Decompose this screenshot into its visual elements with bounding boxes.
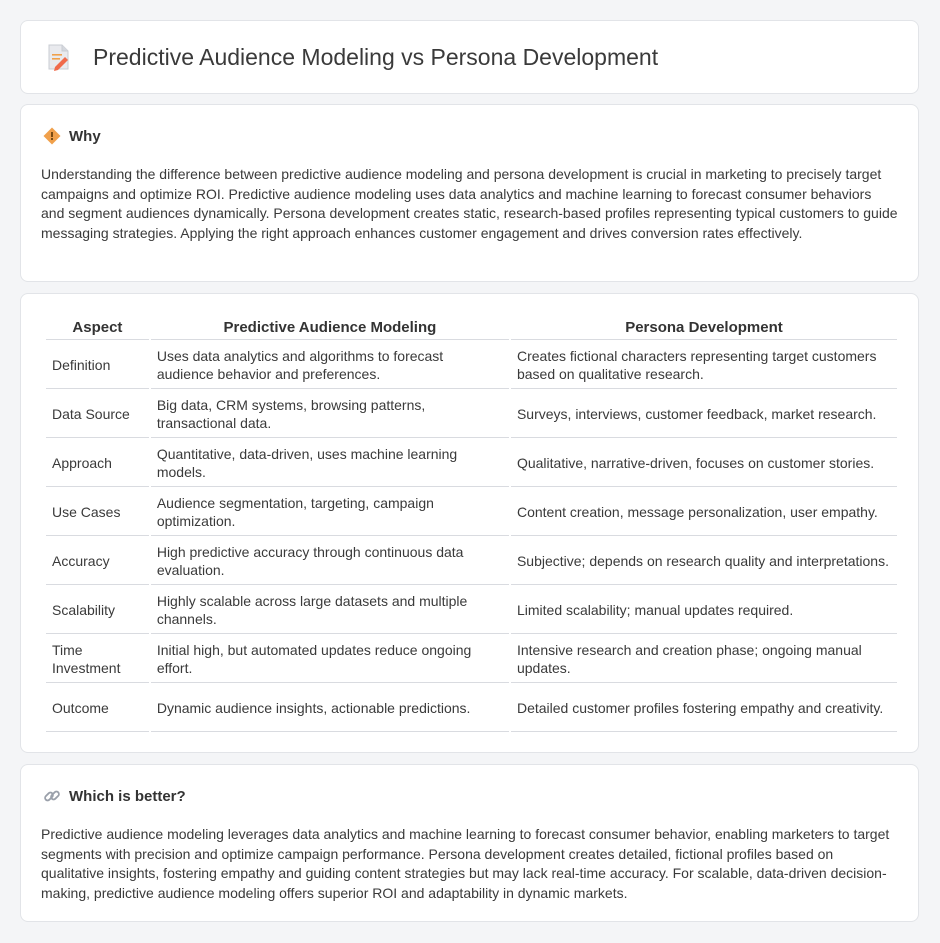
predictive-cell: Initial high, but automated updates reduce ongoing effort. bbox=[151, 636, 509, 683]
diamond-sign-icon bbox=[43, 127, 61, 145]
persona-cell: Content creation, message personalization, user empathy. bbox=[511, 489, 897, 536]
predictive-cell: Big data, CRM systems, browsing patterns, transactional data. bbox=[151, 391, 509, 438]
persona-cell: Intensive research and creation phase; ongoing manual updates. bbox=[511, 636, 897, 683]
title-row bbox=[47, 43, 658, 71]
document-pencil-icon bbox=[47, 43, 71, 71]
link-icon bbox=[43, 787, 61, 805]
header-aspect: Aspect bbox=[46, 318, 149, 340]
aspect-cell: Accuracy bbox=[46, 538, 149, 585]
predictive-cell: Audience segmentation, targeting, campaign optimization. bbox=[151, 489, 509, 536]
aspect-cell: Data Source bbox=[46, 391, 149, 438]
table-header-row bbox=[46, 318, 897, 340]
header-predictive: Predictive Audience Modeling bbox=[151, 318, 509, 340]
aspect-cell: Outcome bbox=[46, 685, 149, 732]
persona-cell: Surveys, interviews, customer feedback, market research. bbox=[511, 391, 897, 438]
why-header bbox=[43, 127, 101, 145]
page-title: Predictive Audience Modeling vs Persona Development bbox=[93, 43, 659, 70]
table-row bbox=[46, 685, 897, 732]
comparison-table bbox=[44, 316, 899, 734]
persona-cell: Subjective; depends on research quality and interpretations. bbox=[511, 538, 897, 585]
better-body: Predictive audience modeling leverages data analytics and machine learning to forecast consumer behavior, enabling marketers to target segments with precision and optimize campaign performance. Persona development creates detailed, fictional profiles based on qualitative insights, fostering empathy and guiding content strategies but may lack real-time accuracy. For scalable, data-driven decision-making, predictive audience modeling offers superior ROI and adaptability in dynamic markets. bbox=[41, 826, 890, 901]
why-title: Why bbox=[69, 127, 101, 145]
table-row bbox=[46, 440, 897, 487]
which-is-better-section bbox=[20, 764, 919, 922]
why-section bbox=[20, 104, 919, 282]
predictive-cell: High predictive accuracy through continuous data evaluation. bbox=[151, 538, 509, 585]
table-row bbox=[46, 489, 897, 536]
predictive-cell: Quantitative, data-driven, uses machine learning models. bbox=[151, 440, 509, 487]
persona-cell: Creates fictional characters representing target customers based on qualitative research. bbox=[511, 342, 897, 389]
table-row bbox=[46, 538, 897, 585]
aspect-cell: Definition bbox=[46, 342, 149, 389]
persona-cell: Detailed customer profiles fostering empathy and creativity. bbox=[511, 685, 897, 732]
header-persona: Persona Development bbox=[511, 318, 897, 340]
persona-cell: Qualitative, narrative-driven, focuses on customer stories. bbox=[511, 440, 897, 487]
better-title: Which is better? bbox=[69, 787, 186, 805]
aspect-cell: Scalability bbox=[46, 587, 149, 634]
predictive-cell: Uses data analytics and algorithms to forecast audience behavior and preferences. bbox=[151, 342, 509, 389]
table-row bbox=[46, 636, 897, 683]
table-row bbox=[46, 391, 897, 438]
predictive-cell: Highly scalable across large datasets and multiple channels. bbox=[151, 587, 509, 634]
table-row bbox=[46, 587, 897, 634]
table-row bbox=[46, 342, 897, 389]
aspect-cell: Approach bbox=[46, 440, 149, 487]
why-body: Understanding the difference between predictive audience modeling and persona development is crucial in marketing to precisely target campaigns and optimize ROI. Predictive audience modeling uses data analytics and machine learning to forecast consumer behaviors and segment audiences dynamically. Persona development creates static, research-based profiles representing typical customers to guide messaging strategies. Applying the right approach enhances customer engagement and drives conversion rates effectively. bbox=[41, 166, 898, 241]
comparison-card bbox=[20, 293, 919, 753]
aspect-cell: Time Investment bbox=[46, 636, 149, 683]
better-header bbox=[43, 787, 186, 805]
title-card bbox=[20, 20, 919, 94]
predictive-cell: Dynamic audience insights, actionable predictions. bbox=[151, 685, 509, 732]
aspect-cell: Use Cases bbox=[46, 489, 149, 536]
persona-cell: Limited scalability; manual updates required. bbox=[511, 587, 897, 634]
